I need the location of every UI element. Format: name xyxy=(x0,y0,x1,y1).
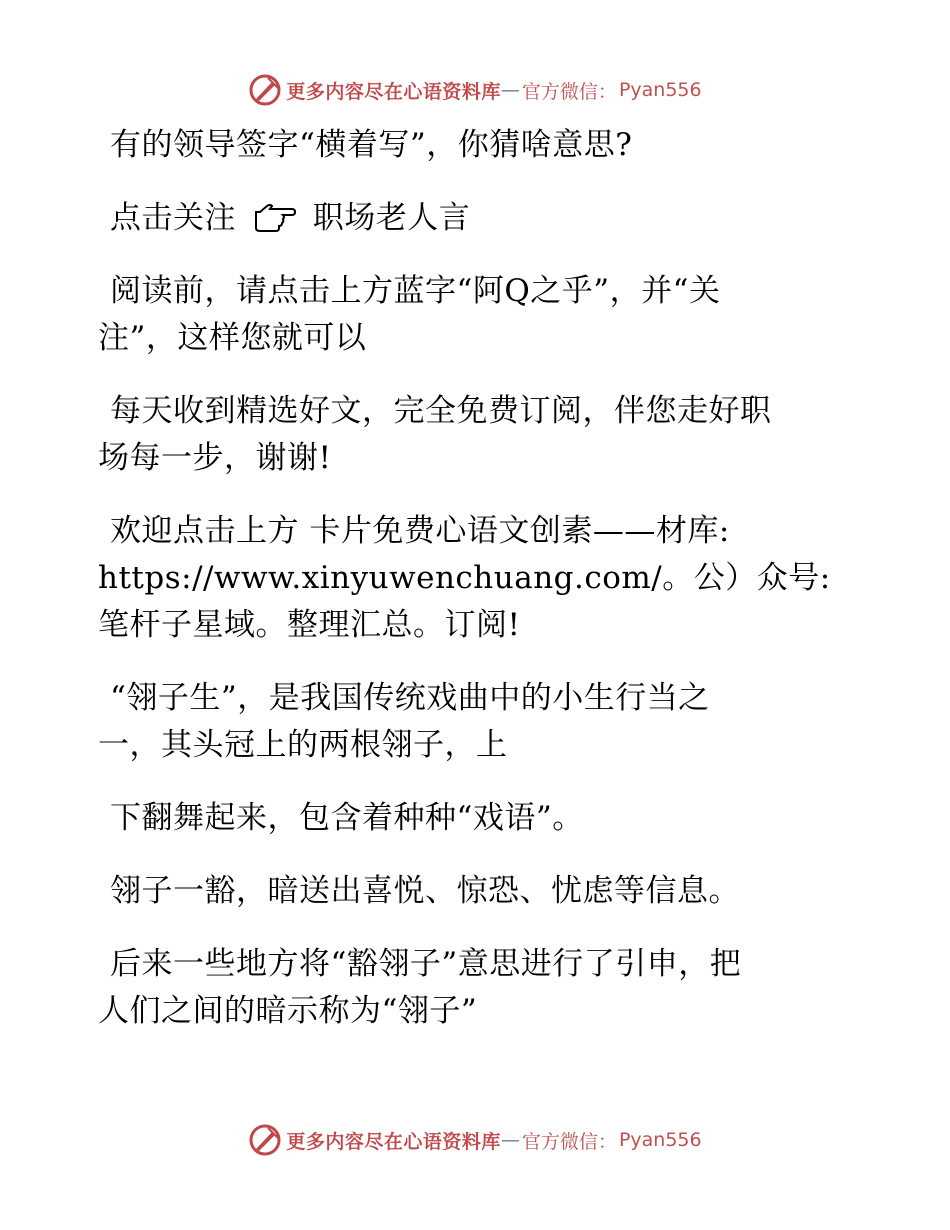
paragraph-daily: 每天收到精选好文，完全免费订阅，伴您走好职 场每一步，谢谢! xyxy=(98,393,772,476)
banner-wechat-label: 官方微信： xyxy=(521,80,617,103)
logo-icon xyxy=(248,1123,282,1157)
paragraph-read-before: 阅读前，请点击上方蓝字“阿Q之乎”，并“关 注”，这样您就可以 xyxy=(98,273,721,356)
banner-wechat-id: Pyan556 xyxy=(618,79,702,101)
banner-dash: — xyxy=(500,79,520,101)
footer-banner xyxy=(0,1120,950,1160)
paragraph-signals: 翎子一豁，暗送出喜悦、惊恐、忧虑等信息。 xyxy=(110,873,740,909)
banner-main-text: 更多内容尽在心语资料库 xyxy=(286,1130,501,1153)
document-body xyxy=(98,122,838,1035)
pointing-hand-icon xyxy=(252,204,296,234)
paragraph-extension: 后来一些地方将“豁翎子”意思进行了引申，把 人们之间的暗示称为“翎子” xyxy=(98,946,742,1029)
website-link[interactable]: https://www.xinyuwenchuang.com/。公）众号: xyxy=(98,560,831,596)
banner-dash: — xyxy=(500,1129,520,1151)
paragraph-lingzi: “翎子生”，是我国传统戏曲中的小生行当之 一，其头冠上的两根翎子，上 xyxy=(98,680,710,763)
paragraph-xiyu: 下翻舞起来，包含着种种“戏语”。 xyxy=(110,800,584,836)
header-banner xyxy=(0,70,950,110)
paragraph-follow: 点击关注 职场老人言 xyxy=(110,200,471,236)
banner-wechat-label: 官方微信： xyxy=(521,1130,617,1153)
paragraph-welcome: 欢迎点击上方 卡片免费心语文创素——材库: https://www.xinyuwenchuang.com/。公）众号: 笔杆子星域。整理汇总。订阅! xyxy=(98,513,831,643)
paragraph-title: 有的领导签字“横着写”，你猜啥意思? xyxy=(110,127,633,163)
logo-icon xyxy=(248,73,282,107)
banner-wechat-id: Pyan556 xyxy=(618,1129,702,1151)
banner-main-text: 更多内容尽在心语资料库 xyxy=(286,80,501,103)
